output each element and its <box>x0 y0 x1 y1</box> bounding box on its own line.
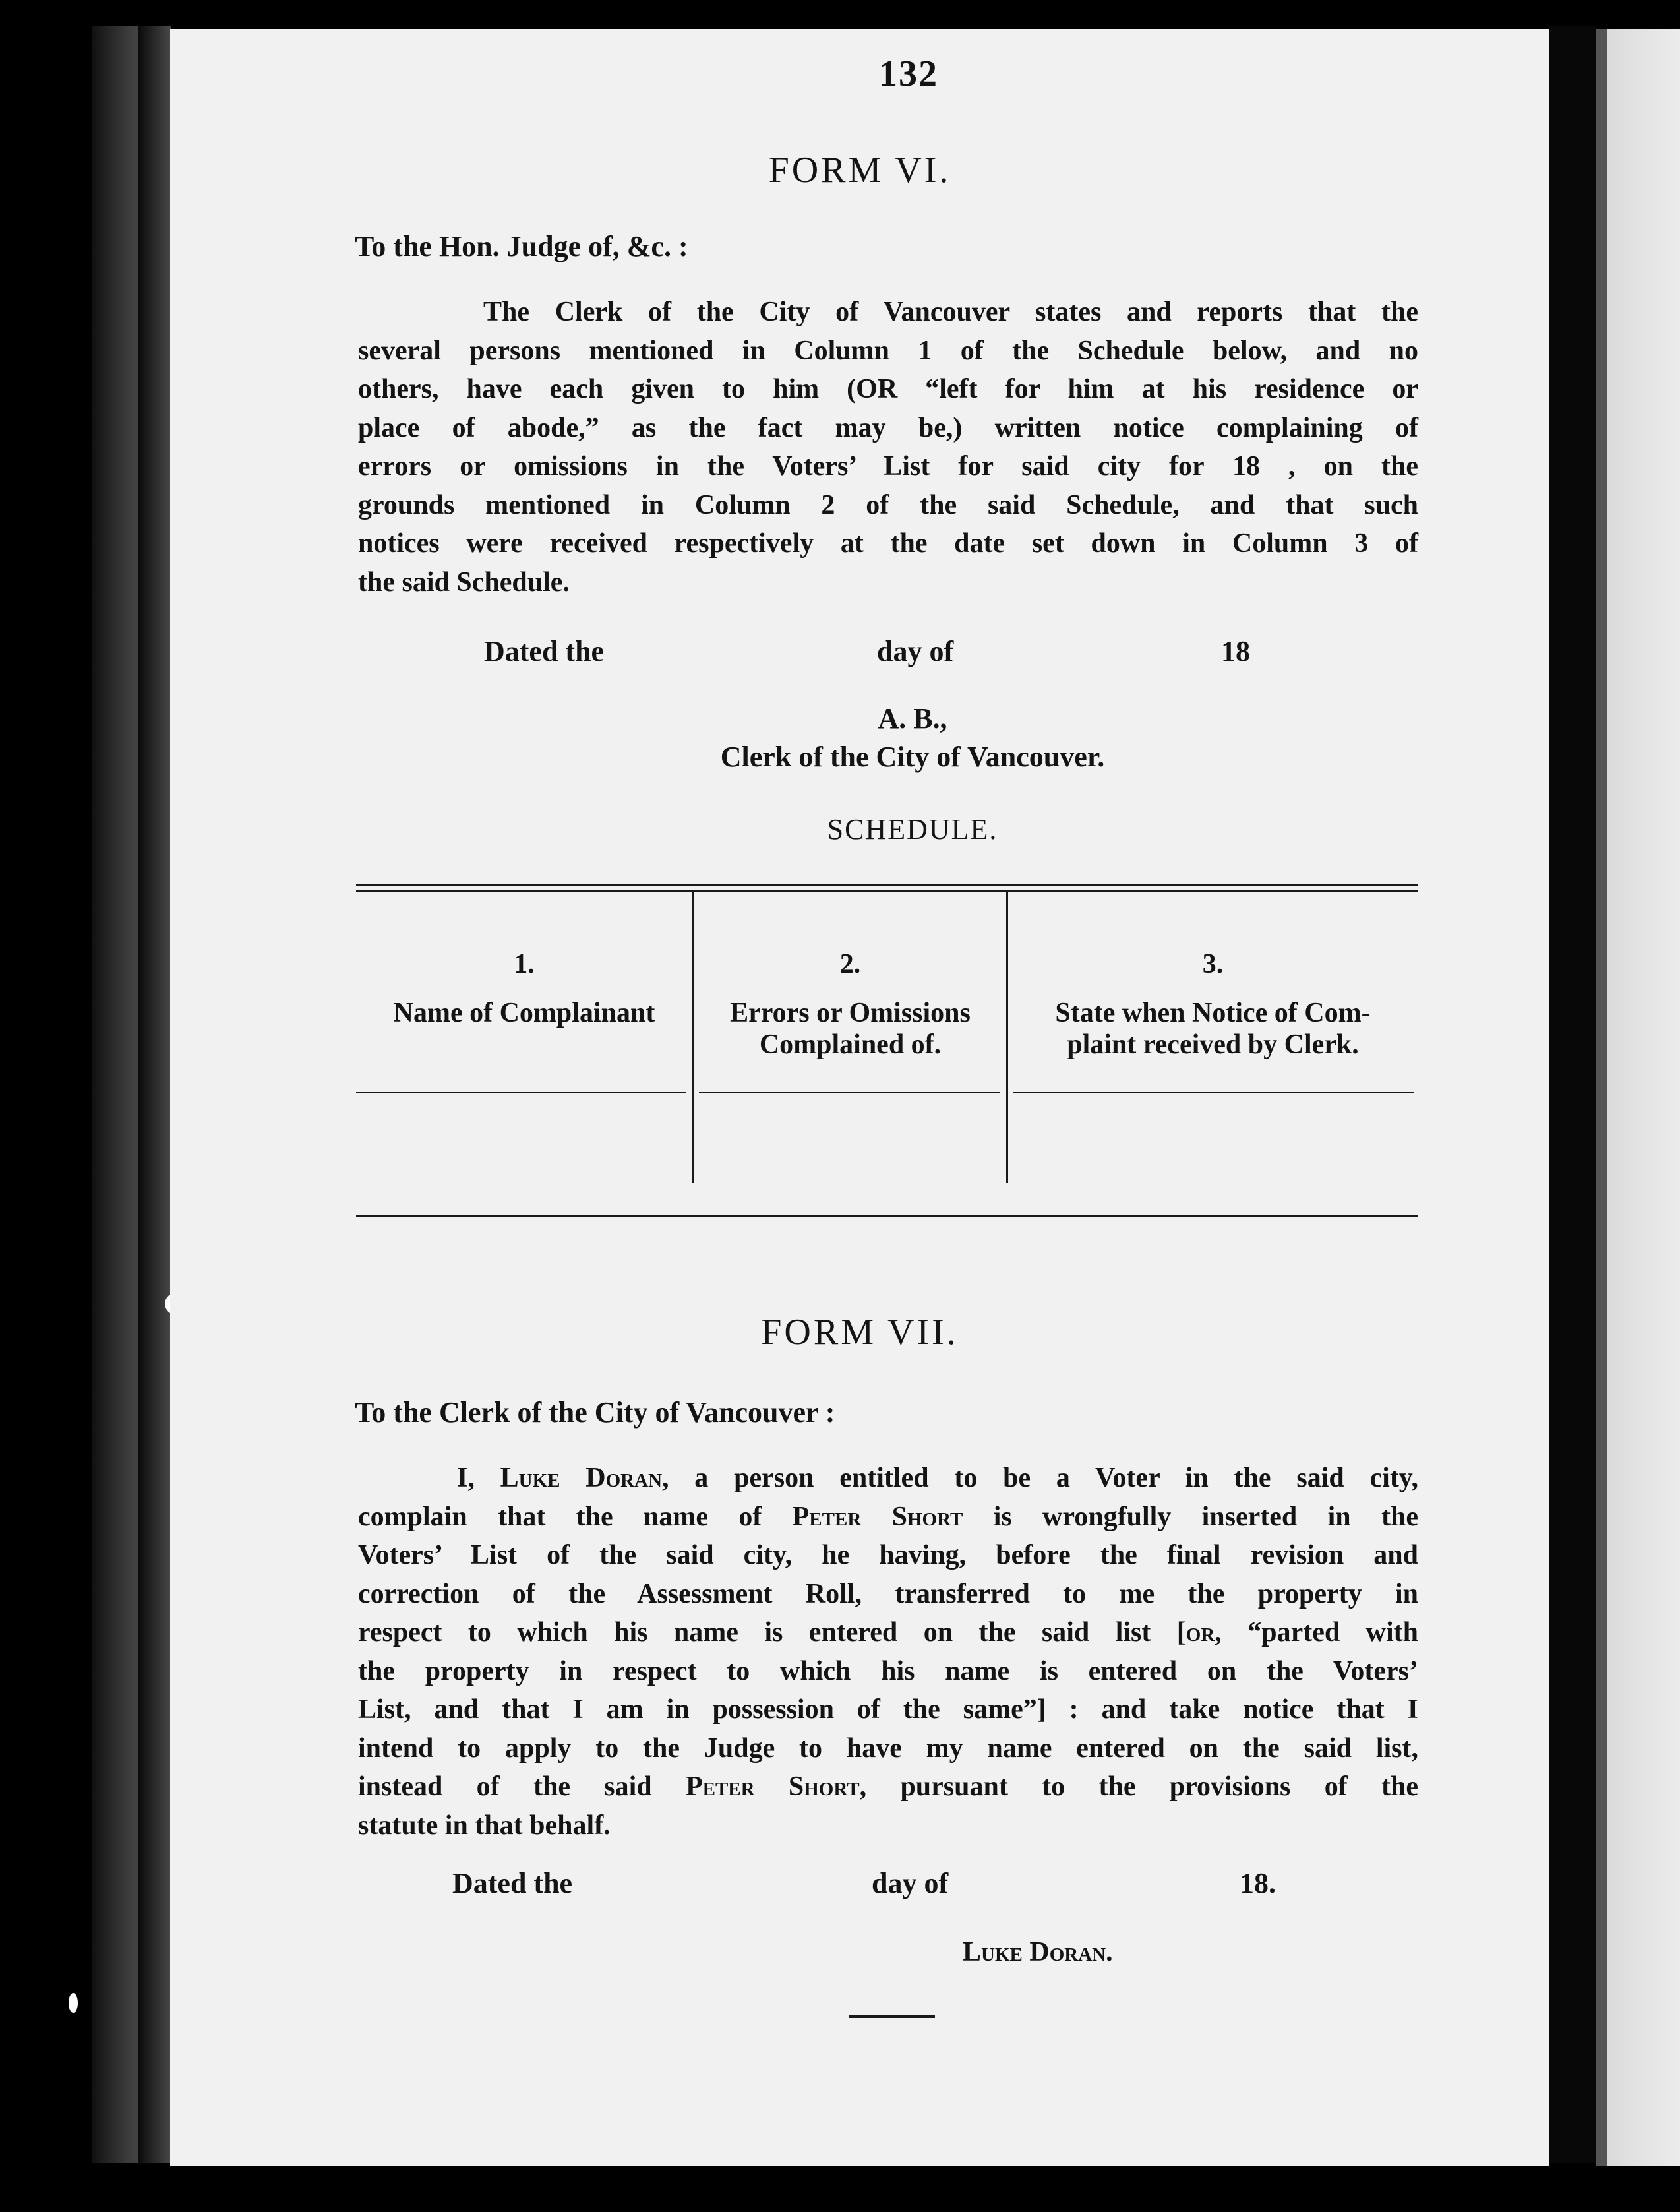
schedule-col-3-heading-line-2: plaint received by Clerk. <box>1067 1029 1359 1060</box>
form-vii-salutation: To the Clerk of the City of Vancouver : <box>355 1396 835 1429</box>
form-vii-body-line <box>358 1767 1418 1806</box>
facing-page-shadow <box>1596 29 1607 2166</box>
schedule-col-2-heading-line-1: Errors or Omissions <box>730 998 971 1028</box>
schedule-col-1-heading: Name of Complainant <box>393 998 655 1028</box>
closing-rule <box>849 2015 935 2018</box>
schedule-col-1-header <box>356 948 692 1029</box>
page-number: 132 <box>879 53 938 94</box>
form-vi-salutation: To the Hon. Judge of, &c. : <box>355 230 688 262</box>
schedule-table <box>356 884 1418 1194</box>
form-vi-body-line: several persons mentioned in Column 1 of the Schedule below, and no <box>358 335 1418 366</box>
form-vi-body-line: grounds mentioned in Column 2 of the said Schedule, and that such <box>358 489 1418 520</box>
form-vi-body-line: errors or omissions in the Voters’ List for said city for 18 , on the <box>358 451 1418 481</box>
form-vii-body-text: List, and that I am in possession of the same”] : and take notice that I <box>358 1694 1418 1725</box>
form-vi-signature-title: Clerk of the City of Vancouver. <box>720 741 1105 773</box>
form-vii-body-text: instead of the said <box>358 1771 686 1802</box>
form-vii-name-smallcaps: or <box>1185 1617 1215 1647</box>
form-vii-day-of: day of <box>872 1867 949 1899</box>
document-page <box>170 29 1549 2166</box>
form-vi-body-line: The Clerk of the City of Vancouver states and reports that the <box>483 297 1418 327</box>
form-vii-body-line <box>358 1729 1418 1768</box>
form-vii-body-text: , pursuant to the provisions of the <box>859 1771 1418 1802</box>
form-vi-year: 18 <box>1221 635 1250 667</box>
form-vii-body-line <box>358 1690 1418 1729</box>
schedule-col-3-heading-line-1: State when Notice of Com- <box>1055 998 1371 1028</box>
form-vii-body-text: statute in that behalf. <box>358 1810 611 1841</box>
form-vii-body-text: I, <box>457 1463 500 1493</box>
schedule-top-rule <box>356 884 1418 886</box>
form-vi-day-of: day of <box>877 635 954 667</box>
form-vi-title: FORM VI. <box>768 150 951 191</box>
form-vii-body-text: complain that the name of <box>358 1501 793 1532</box>
form-vii-body-text: , “parted with <box>1215 1617 1418 1647</box>
form-vii-body-text: the property in respect to which his name is entered on the Voters’ <box>358 1655 1418 1686</box>
form-vii-body-line <box>358 1536 1418 1575</box>
schedule-col-1-number: 1. <box>514 949 535 979</box>
form-vii-name-smallcaps: Peter Short <box>792 1501 963 1532</box>
form-vii-body-text: , a person entitled to be a Voter in the said city, <box>662 1463 1418 1493</box>
form-vii-body-text: is wrongfully inserted in the <box>963 1501 1418 1532</box>
form-vii-name-smallcaps: Peter Short <box>685 1771 860 1802</box>
schedule-col-3-number: 3. <box>1202 949 1224 979</box>
schedule-title: SCHEDULE. <box>827 813 998 845</box>
book-gutter <box>1549 26 1596 2163</box>
form-vi-body-line: the said Schedule. <box>358 567 570 598</box>
schedule-col-2-heading-line-2: Complained of. <box>759 1029 942 1060</box>
form-vii-body-text: respect to which his name is entered on the said list [ <box>358 1617 1186 1647</box>
schedule-header-rule-2 <box>699 1092 1000 1093</box>
form-vi-body-line: notices were received respectively at the date set down in Column 3 of <box>358 528 1418 559</box>
form-vii-signature: Luke Doran. <box>963 1937 1113 1967</box>
form-vi-signature: A. B., <box>878 702 947 735</box>
form-vi-body-line: place of abode,” as the fact may be,) written notice complaining of <box>358 412 1418 443</box>
schedule-bottom-rule <box>356 1215 1418 1217</box>
facing-page-edge <box>1596 29 1680 2166</box>
schedule-header-rule-1 <box>356 1092 686 1093</box>
form-vi-body <box>358 293 1418 601</box>
form-vii-body-line <box>358 1575 1418 1614</box>
schedule-col-3-header <box>1008 948 1418 1060</box>
form-vii-body-line <box>358 1498 1418 1537</box>
form-vi-body-line: others, have each given to him (OR “left for him at his residence or <box>358 374 1418 404</box>
form-vii-title: FORM VII. <box>761 1312 959 1353</box>
form-vii-body-text: Voters’ List of the said city, he having, before the final revision and <box>358 1540 1418 1570</box>
book-spine-shadow <box>138 26 171 2163</box>
schedule-top-rule-inner <box>356 890 1418 892</box>
form-vi-dated-the: Dated the <box>484 635 605 667</box>
form-vii-body-text: correction of the Assessment Roll, transferred to me the property in <box>358 1578 1418 1609</box>
form-vii-body-line <box>358 1652 1418 1691</box>
form-vii-year: 18. <box>1240 1867 1276 1899</box>
scan-artifact-speck <box>69 1993 78 2013</box>
form-vii-body-text: intend to apply to the Judge to have my name entered on the said list, <box>358 1733 1418 1764</box>
form-vii-name-smallcaps: Luke Doran <box>500 1463 663 1493</box>
schedule-header-rule-3 <box>1013 1092 1414 1093</box>
form-vii-body-line <box>358 1806 1418 1845</box>
form-vii-body-line <box>358 1613 1418 1652</box>
form-vii-body <box>358 1459 1418 1845</box>
form-vii-body-line <box>358 1459 1418 1498</box>
schedule-col-2-number: 2. <box>839 949 861 979</box>
form-vii-dated-the: Dated the <box>452 1867 573 1899</box>
schedule-col-2-header <box>694 948 1006 1060</box>
